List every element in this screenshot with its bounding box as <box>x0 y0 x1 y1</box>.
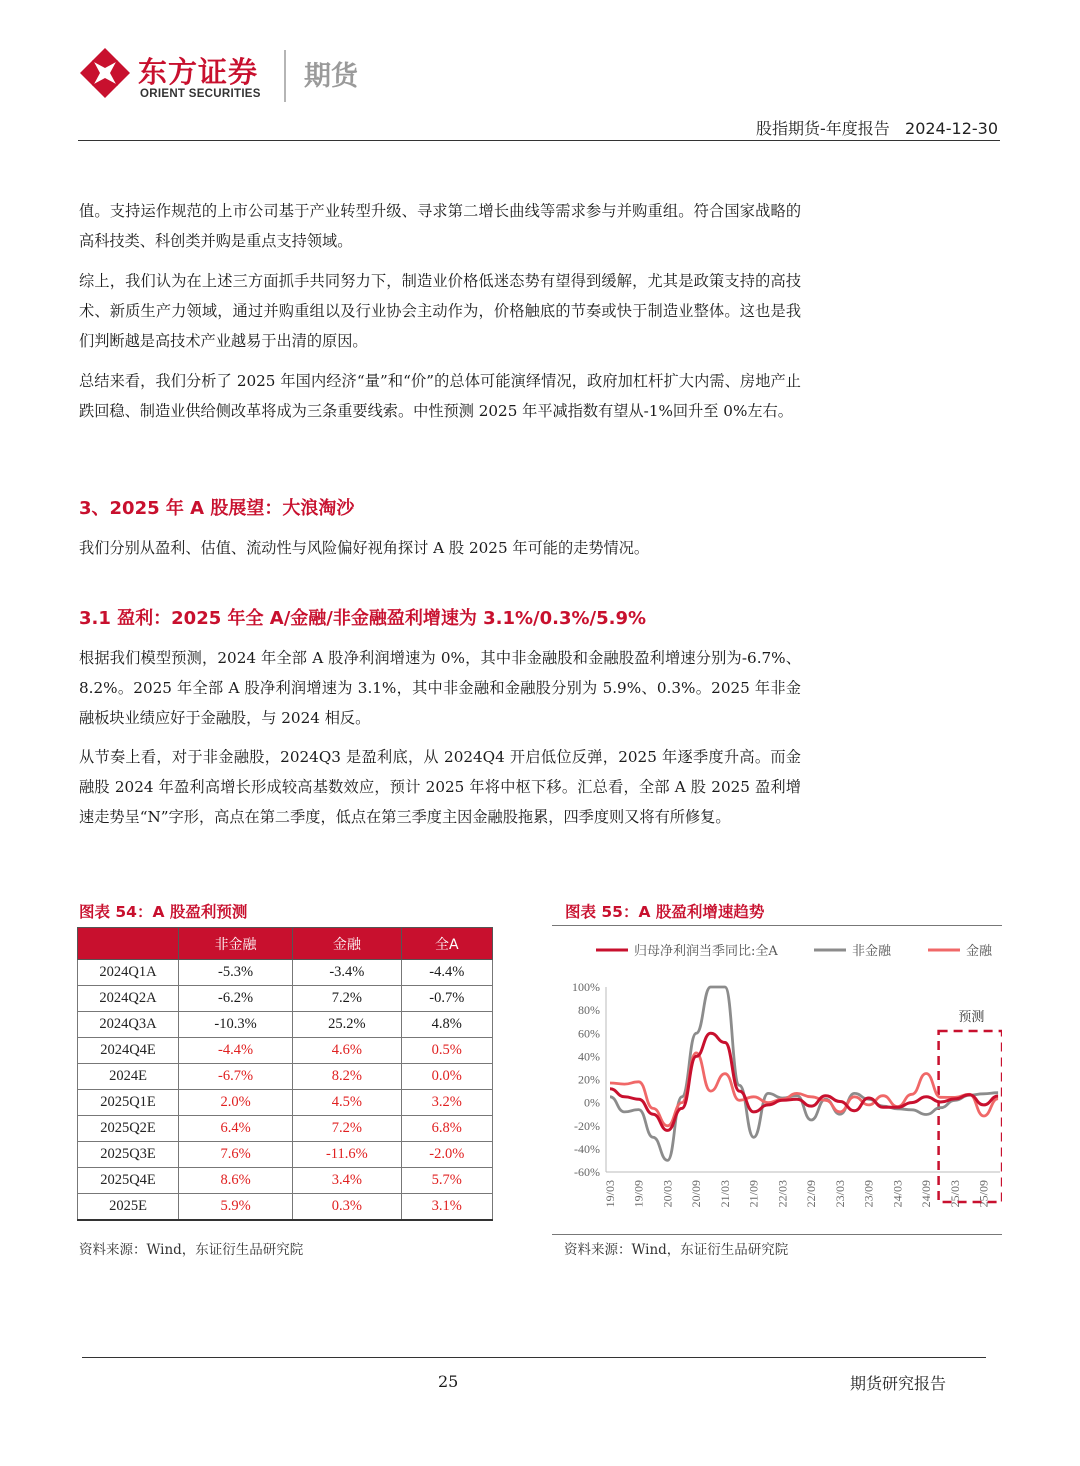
x-tick-label: 23/03 <box>832 1180 847 1208</box>
chart-source: 资料来源：Wind，东证衍生品研究院 <box>564 1242 789 1258</box>
table-cell: 6.4% <box>179 1116 293 1142</box>
table-cell: -11.6% <box>293 1142 401 1168</box>
table-cell: 3.1% <box>401 1194 492 1221</box>
report-title: 股指期货-年度报告 <box>755 119 890 138</box>
y-tick-label: 40% <box>578 1049 600 1064</box>
y-tick-label: -60% <box>574 1165 600 1179</box>
table-cell: 0.3% <box>293 1194 401 1221</box>
y-tick-label: -40% <box>574 1141 600 1156</box>
table-cell: -3.4% <box>293 960 401 986</box>
forecast-label: 预测 <box>958 1010 985 1025</box>
table-row <box>78 960 493 986</box>
table-cell: 4.5% <box>293 1090 401 1116</box>
table-cell: 6.8% <box>401 1116 492 1142</box>
row-label: 2025E <box>78 1194 179 1221</box>
table-cell: 4.6% <box>293 1038 401 1064</box>
row-label: 2024Q1A <box>78 960 179 986</box>
table-cell: 5.9% <box>179 1194 293 1221</box>
y-tick-label: -20% <box>574 1118 600 1133</box>
paragraph-5: 根据我们模型预测，2024 年全部 A 股净利润增速为 0%，其中非金融股和金融股盈利增速分别为-6.7%、8.2%。2025 年全部 A 股净利润增速为 3.1%，其中非金融和金融股分别为 5.9%、0.3%。2025 年非金融板块业绩应好于金融股，与 2024 相反。 <box>79 649 801 727</box>
table-row <box>78 1116 493 1142</box>
forecast-box <box>939 1031 1002 1202</box>
brand-name-cn: 东方证券 <box>138 55 259 89</box>
x-tick-label: 21/09 <box>746 1180 761 1208</box>
table-row <box>78 986 493 1012</box>
table-cell: -4.4% <box>179 1038 293 1064</box>
table-row <box>78 1012 493 1038</box>
x-tick-label: 20/09 <box>689 1180 704 1208</box>
table-cell: 8.2% <box>293 1064 401 1090</box>
row-label: 2024E <box>78 1064 179 1090</box>
legend-label: 金融 <box>966 944 993 959</box>
orient-logo-icon <box>78 46 132 100</box>
table-row <box>78 1090 493 1116</box>
table-source: 资料来源：Wind，东证衍生品研究院 <box>79 1242 304 1258</box>
table-cell: -6.2% <box>179 986 293 1012</box>
paragraph-6: 从节奏上看，对于非金融股，2024Q3 是盈利底，从 2024Q4 开启低位反弹，2025 年逐季度升高。而金融股 2024 年盈利高增长形成较高基数效应，预计 2025 年将中枢下移。汇总看，全部 A 股 2025 盈利增速走势呈“N”字形，高点在第二季度，低点在第三季度主因金融股拖累，四季度则又将有所修复。 <box>79 748 801 826</box>
table-cell: 7.6% <box>179 1142 293 1168</box>
x-tick-label: 19/09 <box>631 1180 646 1208</box>
row-label: 2025Q4E <box>78 1168 179 1194</box>
table-cell: 7.2% <box>293 1116 401 1142</box>
brand-divider <box>284 50 286 102</box>
table-cell: 5.7% <box>401 1168 492 1194</box>
series-line <box>610 987 998 1160</box>
table-row <box>78 1168 493 1194</box>
report-header <box>756 116 998 139</box>
table-cell: 25.2% <box>293 1012 401 1038</box>
table-figure-title: 图表 54：A 股盈利预测 <box>79 903 248 921</box>
table-cell: 0.5% <box>401 1038 492 1064</box>
table-row <box>78 1194 493 1221</box>
x-tick-label: 25/03 <box>947 1180 962 1208</box>
chart-figure-title: 图表 55：A 股盈利增速趋势 <box>565 903 765 921</box>
legend-label: 归母净利润当季同比:全A <box>634 944 778 959</box>
paragraph-1: 值。支持运作规范的上市公司基于产业转型升级、寻求第二增长曲线等需求参与并购重组。符合国家战略的高科技类、科创类并购是重点支持领域。 <box>79 202 801 250</box>
brand-subtitle: 期货 <box>304 61 358 92</box>
x-tick-label: 19/03 <box>603 1180 617 1208</box>
y-tick-label: 20% <box>578 1072 600 1087</box>
y-tick-label: 0% <box>584 1095 600 1110</box>
table-cell: -4.4% <box>401 960 492 986</box>
row-label: 2025Q2E <box>78 1116 179 1142</box>
report-date: 2024-12-30 <box>905 119 998 138</box>
section-3-heading: 3、2025 年 A 股展望：大浪淘沙 <box>79 498 355 519</box>
table-cell: 3.4% <box>293 1168 401 1194</box>
table-header-cell <box>78 928 179 960</box>
page-number: 25 <box>438 1372 459 1391</box>
table-cell: 2.0% <box>179 1090 293 1116</box>
table-header-cell: 金融 <box>293 928 401 960</box>
table-cell: -5.3% <box>179 960 293 986</box>
table-cell: 0.0% <box>401 1064 492 1090</box>
table-cell: -6.7% <box>179 1064 293 1090</box>
table-header-row <box>78 928 493 960</box>
row-label: 2024Q4E <box>78 1038 179 1064</box>
table-cell: 4.8% <box>401 1012 492 1038</box>
chart-bottom-rule <box>552 1234 1002 1235</box>
section-3-1-heading: 3.1 盈利：2025 年全 A/金融/非金融盈利增速为 3.1%/0.3%/5.9% <box>79 608 647 629</box>
paragraph-3: 总结来看，我们分析了 2025 年国内经济“量”和“价”的总体可能演绎情况，政府加杠杆扩大内需、房地产止跌回稳、制造业供给侧改革将成为三条重要线索。中性预测 2025 年平减指数有望从-1%回升至 0%左右。 <box>79 372 801 420</box>
table-cell: 3.2% <box>401 1090 492 1116</box>
footer-label: 期货研究报告 <box>850 1374 947 1393</box>
x-tick-label: 23/09 <box>861 1180 876 1208</box>
table-header-cell: 非金融 <box>179 928 293 960</box>
row-label: 2024Q3A <box>78 1012 179 1038</box>
x-tick-label: 24/09 <box>919 1180 934 1208</box>
profit-growth-line-chart <box>552 925 1002 1231</box>
series-line <box>610 1033 998 1130</box>
profit-forecast-table <box>77 927 493 1221</box>
table-cell: -2.0% <box>401 1142 492 1168</box>
y-tick-label: 100% <box>572 980 600 994</box>
table-row <box>78 1142 493 1168</box>
table-row <box>78 1064 493 1090</box>
table-cell: -0.7% <box>401 986 492 1012</box>
brand-name-en: ORIENT SECURITIES <box>140 88 261 100</box>
paragraph-4: 我们分别从盈利、估值、流动性与风险偏好视角探讨 A 股 2025 年可能的走势情况。 <box>79 539 650 557</box>
table-row <box>78 1038 493 1064</box>
y-tick-label: 80% <box>578 1003 600 1018</box>
y-tick-label: 60% <box>578 1026 600 1041</box>
row-label: 2025Q1E <box>78 1090 179 1116</box>
x-tick-label: 22/09 <box>804 1180 819 1208</box>
x-tick-label: 24/03 <box>890 1180 905 1208</box>
table-cell: -10.3% <box>179 1012 293 1038</box>
legend-label: 非金融 <box>852 944 892 959</box>
header-rule <box>78 140 1000 141</box>
table-cell: 8.6% <box>179 1168 293 1194</box>
x-tick-label: 25/09 <box>976 1180 991 1208</box>
x-tick-label: 21/03 <box>717 1180 732 1208</box>
paragraph-2: 综上，我们认为在上述三方面抓手共同努力下，制造业价格低迷态势有望得到缓解，尤其是政策支持的高技术、新质生产力领域，通过并购重组以及行业协会主动作为，价格触底的节奏或快于制造业整体。这也是我们判断越是高技术产业越易于出清的原因。 <box>79 272 801 350</box>
x-tick-label: 20/03 <box>660 1180 675 1208</box>
footer-rule <box>82 1357 986 1358</box>
table-header-cell: 全A <box>401 928 492 960</box>
series-line <box>610 1053 998 1126</box>
row-label: 2025Q3E <box>78 1142 179 1168</box>
x-tick-label: 22/03 <box>775 1180 790 1208</box>
row-label: 2024Q2A <box>78 986 179 1012</box>
table-cell: 7.2% <box>293 986 401 1012</box>
